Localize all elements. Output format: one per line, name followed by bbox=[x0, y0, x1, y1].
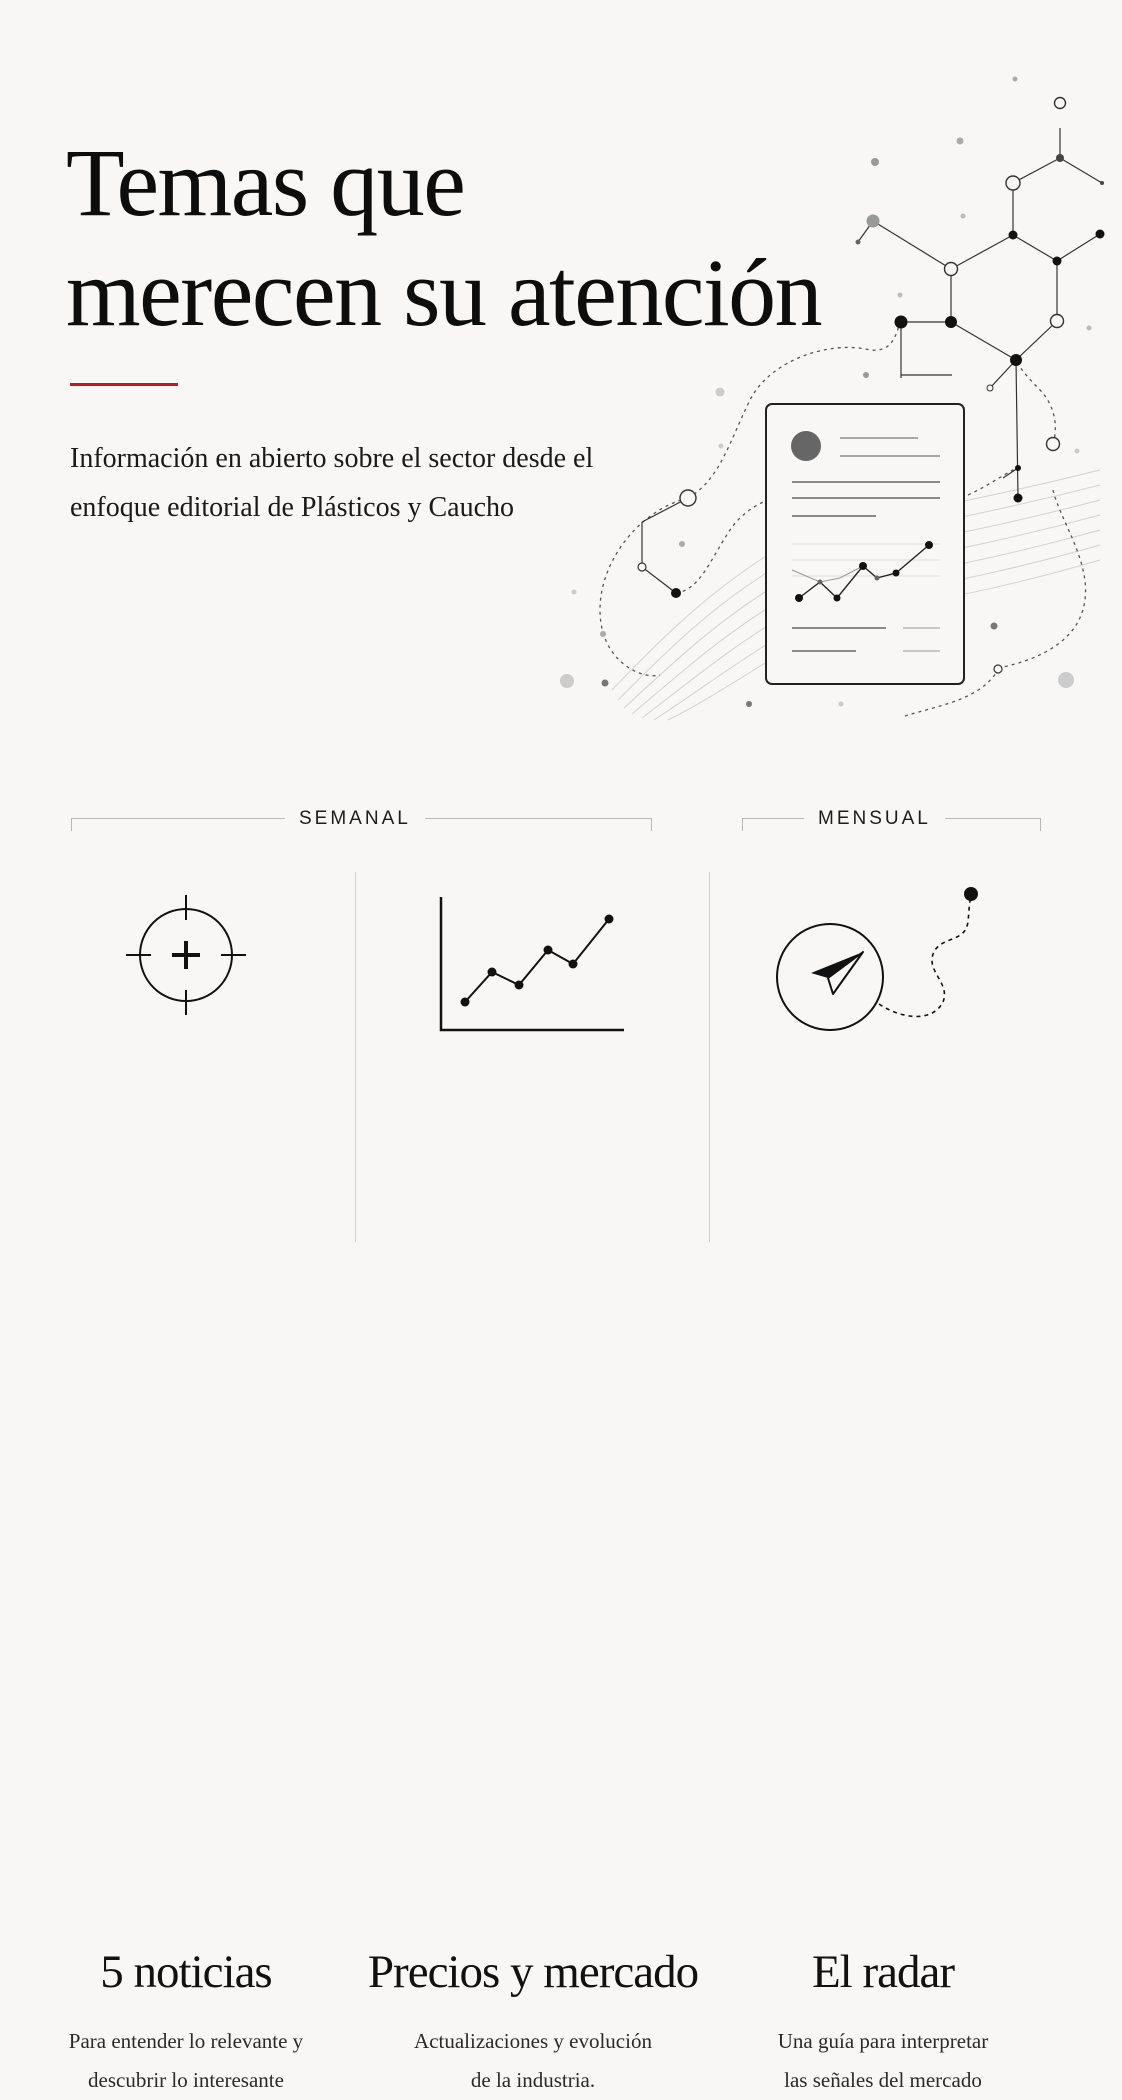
crosshair-plus-icon bbox=[121, 890, 251, 1020]
hero-title-line: merecen su atención bbox=[66, 239, 822, 346]
feature-description-line: Una guía para interpretar bbox=[777, 2029, 989, 2053]
feature-title: Precios y mercado bbox=[367, 1946, 699, 1998]
weekly-label: SEMANAL bbox=[285, 807, 425, 831]
hero-subtitle-line: Información en abierto sobre el sector desde el bbox=[70, 443, 594, 474]
feature-noticias bbox=[0, 880, 372, 2092]
feature-description-line: Para entender lo relevante y bbox=[68, 2029, 304, 2053]
hero-subtitle-line: enfoque editorial de Plásticos y Caucho bbox=[70, 492, 514, 523]
navigation-compass-icon bbox=[753, 882, 1013, 1032]
feature-title: 5 noticias bbox=[100, 1946, 272, 1998]
feature-description-line: de la industria. bbox=[470, 2068, 596, 2092]
monthly-label: MENSUAL bbox=[804, 807, 945, 831]
line-chart-icon bbox=[433, 892, 633, 1042]
feature-title: El radar bbox=[811, 1946, 955, 1998]
feature-description-line: descubrir lo interesante bbox=[88, 2068, 284, 2092]
accent-divider bbox=[70, 383, 178, 386]
feature-radar bbox=[710, 880, 1056, 2092]
document-network-illustration bbox=[540, 60, 1122, 740]
document-icon bbox=[766, 404, 964, 684]
feature-description bbox=[356, 2022, 710, 2100]
feature-description-line: Actualizaciones y evolución bbox=[414, 2029, 652, 2053]
feature-description-line: las señales del mercado bbox=[784, 2068, 982, 2092]
feature-description bbox=[0, 2022, 372, 2100]
hero-title-line: Temas que bbox=[66, 129, 465, 236]
feature-precios bbox=[356, 880, 710, 2092]
feature-description bbox=[710, 2022, 1056, 2100]
